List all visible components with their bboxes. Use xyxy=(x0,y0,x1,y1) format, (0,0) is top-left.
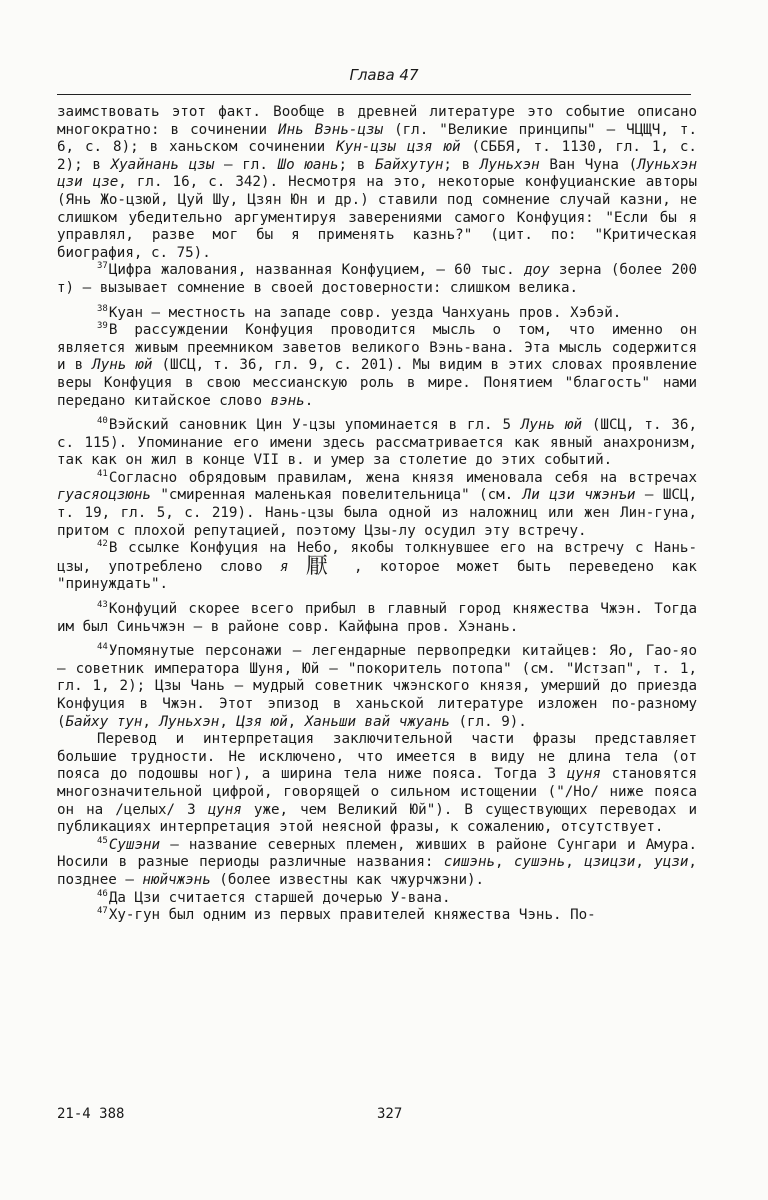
italic-term: Лунь юй xyxy=(92,357,153,374)
footnote-number: 40 xyxy=(97,416,108,427)
text-run: Цифра жалования, названная Конфуцием, — 60 тыс. xyxy=(108,262,524,279)
text-run: , которое может быть переведено как "принуждать". xyxy=(57,558,697,593)
text-run: В ссылке Конфуция на Небо, якобы толкнувшее его на встречу с Нань-цзы, употреблено слово xyxy=(57,540,697,575)
text-run: ; в xyxy=(443,156,480,173)
italic-term: сишэнь xyxy=(443,854,496,871)
text-run: — ШСЦ, т. 19, гл. 5, с. 219). Нань-цзы была одной из наложниц или жен Лин-гуна, притом с плохой репутацией, поэтому Цзы-лу осудил эту встречу. xyxy=(57,487,697,539)
italic-term: Сушэни xyxy=(108,836,161,853)
italic-term: Хуайнань цзы xyxy=(110,156,215,173)
text-run: Конфуций скорее всего прибыл в главный город княжества Чжэн. Тогда им был Синьчжэн — в районе совр. Кайфына пров. Хэнань. xyxy=(57,601,697,635)
footnotes-group-2 xyxy=(57,837,697,925)
italic-term: доу xyxy=(523,262,550,279)
footnote-40 xyxy=(57,417,697,470)
text-run: , xyxy=(495,854,514,871)
text-run: (более известны как чжурчжэни). xyxy=(210,871,485,888)
italic-term: цзицзи xyxy=(584,854,636,871)
italic-term: Цзя юй xyxy=(236,713,288,730)
footnote-43 xyxy=(57,601,697,636)
text-run: (ШСЦ, т. 36, с. 115). Упоминание его имени здесь рассматривается как явный анахронизм, так как он жил в конце VII в. и умер за столетие до этих событий. xyxy=(57,417,698,469)
footnote-number: 42 xyxy=(97,539,108,550)
text-run: ; в xyxy=(338,156,376,173)
text-run: , позднее — xyxy=(57,854,697,888)
text-run: Упомянутые персонажи — легендарные первопредки китайцев: Яо, Гао-яо — советник императора Шуня, Юй — "покоритель потопа" (см. "Истзап", т. 1, гл. 1, 2); Цзы Чань — мудрый советник чжэнского князя, умерший до приезда Конфуция в Чжэн. Этот эпизод в ханьской литературе изложен по-разному ( xyxy=(57,643,697,730)
italic-term: Ли цзи чжэнъи xyxy=(522,487,636,504)
text-run: , xyxy=(219,713,237,730)
footnote-38 xyxy=(57,305,697,323)
text-run: — название северных племен, живших в районе Сунгари и Амура. Носили в разные периоды различные названия: xyxy=(57,836,697,871)
text-run xyxy=(288,559,305,575)
footnote-46 xyxy=(57,890,697,908)
footnote-number: 38 xyxy=(97,303,108,314)
italic-term: я xyxy=(279,558,289,575)
italic-term: сушэнь xyxy=(513,854,566,871)
text-run: Перевод и интерпретация заключительной части фразы представляет большие трудности. Не исключено, что имеется в виду не длина тела (от пояса до подошвы ног), а ширина тела ниже пояса. Тогда 3 xyxy=(57,731,697,783)
italic-term: Инь Вэнь-цзы xyxy=(278,121,384,138)
footnote-number: 43 xyxy=(97,600,108,611)
italic-term: Байху тун xyxy=(65,713,143,730)
running-header: Глава 47 xyxy=(349,66,419,84)
hanzi-character: 厭 xyxy=(305,553,337,579)
footnote-number: 37 xyxy=(97,261,108,272)
italic-term: Луньхэн xyxy=(159,713,220,730)
text-run: (СББЯ, т. 1130, гл. 1, с. 2); в xyxy=(57,139,697,173)
footnote-37 xyxy=(57,262,697,297)
text-run: заимствовать этот факт. Вообще в древней литературе это событие описано многократно: в сочинении xyxy=(57,104,697,138)
italic-term: вэнь xyxy=(270,392,305,409)
page-number: 327 xyxy=(377,1106,403,1122)
text-run: Куан — местность на западе совр. уезда Чанхуань пров. Хэбэй. xyxy=(108,304,622,321)
translation-note-paragraph xyxy=(57,731,697,837)
footnote-45 xyxy=(57,837,697,890)
text-run: , xyxy=(565,854,585,871)
footnote-42 xyxy=(57,540,697,594)
text-run: уже, чем Великий Юй"). В существующих переводах и публикациях интерпретация этой неясной фразы, к сожалению, отсутствует. xyxy=(57,801,697,836)
footnote-number: 46 xyxy=(97,888,108,899)
footnote-number: 45 xyxy=(97,835,108,846)
text-run: Вэйский сановник Цин У-цзы упоминается в гл. 5 xyxy=(108,417,521,434)
italic-term: нюйчжэнь xyxy=(142,871,211,888)
text-run: , xyxy=(287,713,305,730)
italic-term: Шо юань xyxy=(277,156,339,173)
text-run: , xyxy=(142,713,160,730)
italic-term: Байхутун xyxy=(375,156,444,173)
italic-term: Кун-цзы цзя юй xyxy=(336,139,461,156)
italic-term: Луньхэн цзи цзе xyxy=(57,156,697,191)
text-run: Ван Чуна ( xyxy=(539,156,638,173)
footnote-44 xyxy=(57,643,697,731)
page-body xyxy=(57,104,697,925)
text-run: Согласно обрядовым правилам, жена князя именовала себя на встречах xyxy=(108,469,697,486)
text-run: становятся многозначительной цифрой, говорящей о сильном истощении ("/Но/ ниже пояса он на /целых/ 3 xyxy=(57,766,697,818)
text-run: Да Цзи считается старшей дочерью У-вана. xyxy=(108,889,451,906)
printer-signature: 21-4 388 xyxy=(57,1106,125,1122)
italic-term: Лунь юй xyxy=(520,417,582,434)
text-run: (гл. 9). xyxy=(449,713,527,730)
text-run: . xyxy=(304,392,314,409)
footnote-number: 41 xyxy=(97,468,108,479)
text-run: Ху-гун был одним из первых правителей княжества Чэнь. По- xyxy=(108,907,596,924)
italic-term: уцзи xyxy=(654,854,689,871)
text-run: — гл. xyxy=(214,156,278,173)
text-run: , гл. 16, с. 342). Несмотря на это, некоторые конфуцианские авторы (Янь Жо-цзюй, Цуй Шу, Цзян Юн и др.) ставили под сомнение случай казни, не слишком убедительно аргументируя заверениями самого Конфуция: "Если бы я управлял, разве мог бы я применять казнь?" (цит. по: "Критическая биография, с. 75). xyxy=(57,174,697,261)
text-run: , xyxy=(635,854,655,871)
footnote-number: 47 xyxy=(97,906,108,917)
italic-term: гуасяоцзюнь xyxy=(57,487,151,504)
text-run: "смиренная маленькая повелительница" (см. xyxy=(150,487,523,504)
text-run: В рассуждении Конфуция проводится мысль о том, что именно он является живым преемником заветов великого Вэнь-вана. Эта мысль содержится и в xyxy=(57,322,697,374)
footnote-41 xyxy=(57,470,697,540)
footnote-39 xyxy=(57,322,697,410)
text-run: зерна (более 200 т) — вызывает сомнение в своей достоверности: слишком велика. xyxy=(57,262,697,296)
continuation-paragraph xyxy=(57,104,697,262)
header-rule xyxy=(57,94,691,95)
text-run: (гл. "Великие принципы" — ЧЦЩЧ, т. 6, с. 8); в ханьском сочинении xyxy=(57,121,697,156)
text-run: (ШСЦ, т. 36, гл. 9, с. 201). Мы видим в этих словах проявление веры Конфуция в свою мессианскую роль в мире. Понятием "благость" нами передано китайское слово xyxy=(57,357,697,409)
italic-term: цуня xyxy=(207,801,242,818)
footnote-number: 39 xyxy=(97,321,108,332)
footnote-47 xyxy=(57,907,697,925)
italic-term: цуня xyxy=(566,766,601,783)
footnotes-group-1 xyxy=(57,262,697,731)
italic-term: Луньхэн xyxy=(479,156,540,173)
footnote-number: 44 xyxy=(97,642,108,653)
italic-term: Ханьши вай чжуань xyxy=(304,713,450,730)
